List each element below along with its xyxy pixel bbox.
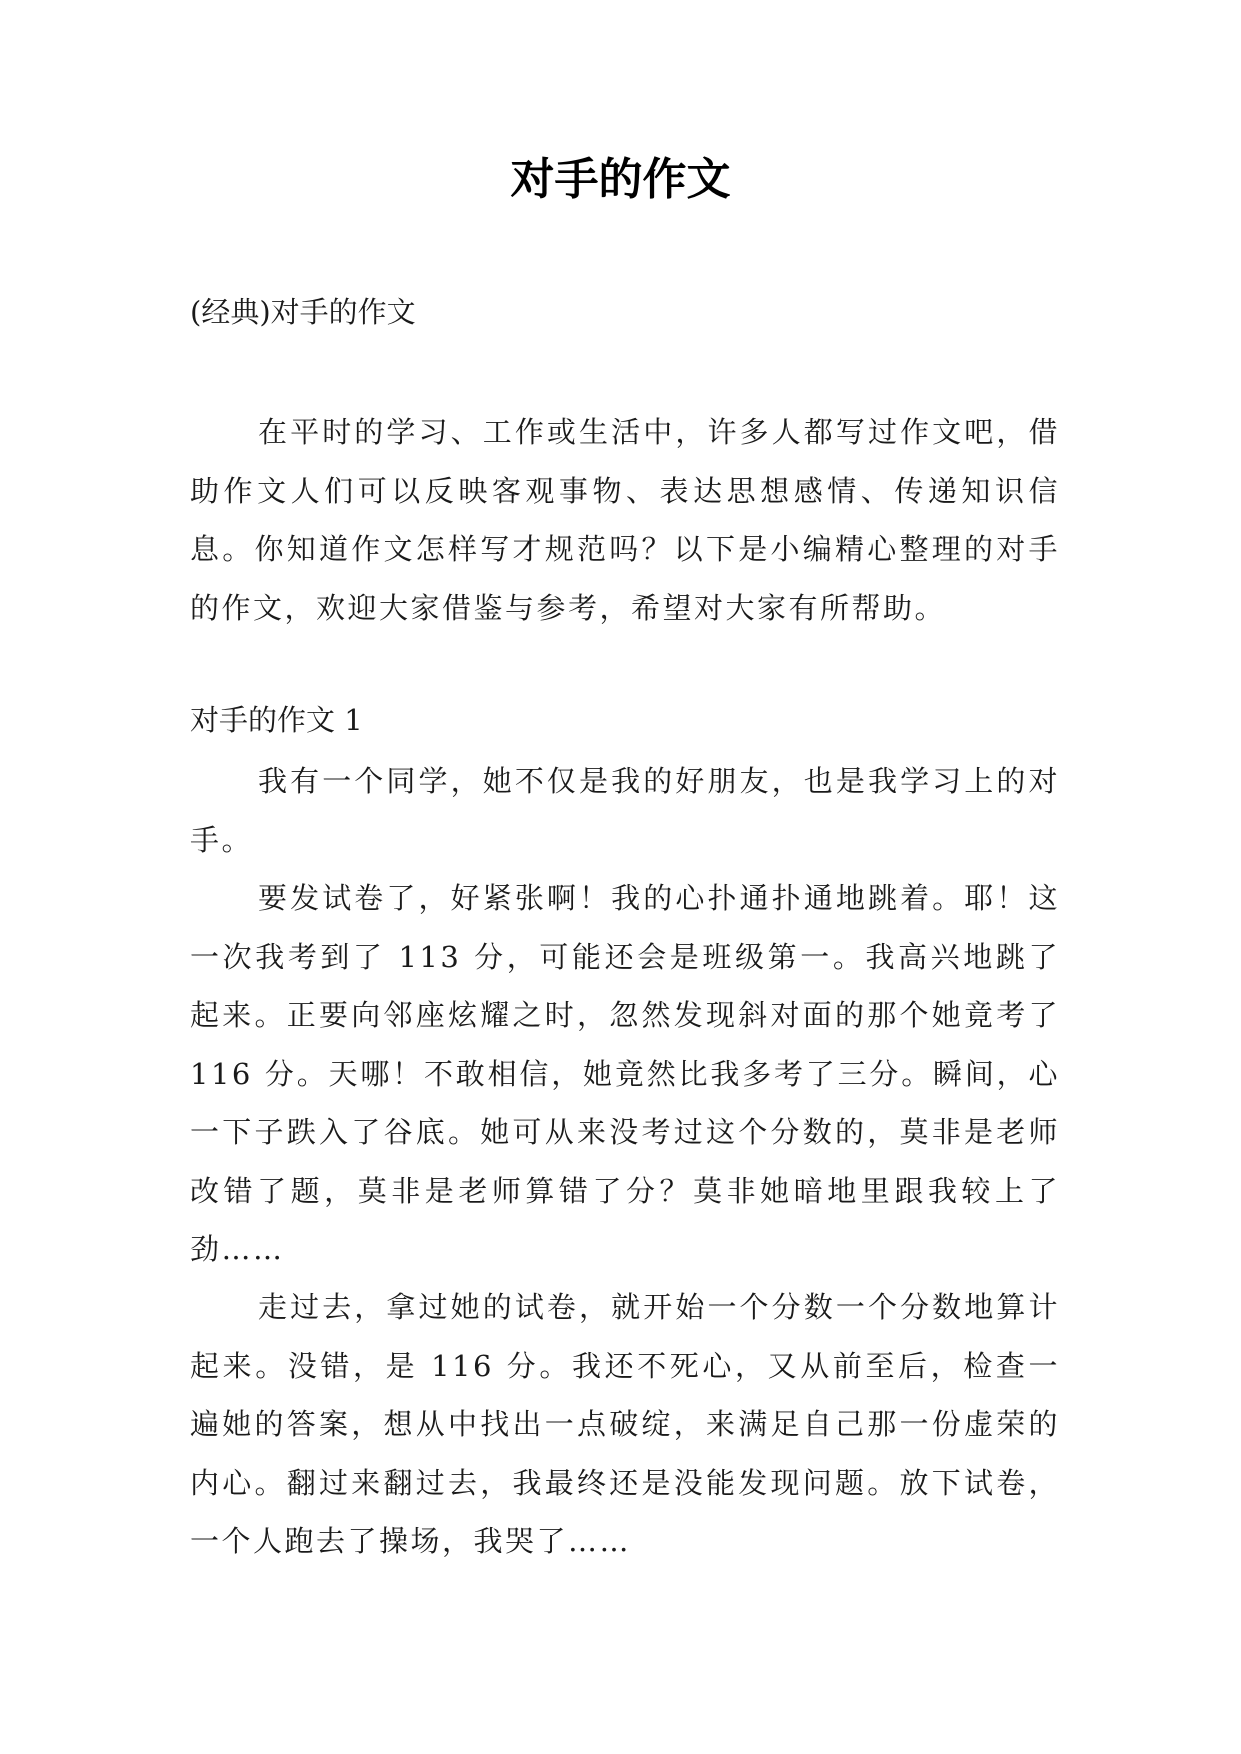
section-heading: 对手的作文 1 (190, 703, 363, 737)
document-subtitle: (经典)对手的作文 (190, 295, 416, 329)
document-title: 对手的作文 (510, 154, 731, 205)
intro-paragraph: 在平时的学习、工作或生活中，许多人都写过作文吧，借助作文人们可以反映客观事物、表达思想感情、传递知识信息。你知道作文怎样写才规范吗？以下是小编精心整理的对手的作文，欢迎大家借鉴与参考，希望对大家有所帮助。 (190, 415, 1060, 625)
body-paragraph: 走过去，拿过她的试卷，就开始一个分数一个分数地算计起来。没错，是 116 分。我还不死心，又从前至后，检查一遍她的答案，想从中找出一点破绽，来满足自己那一份虚荣的内心。翻过来翻过去，我最终还是没能发现问题。放下试卷，一个人跑去了操场，我哭了…… (190, 1290, 1060, 1558)
body-paragraph: 要发试卷了，好紧张啊！我的心扑通扑通地跳着。耶！这一次我考到了 113 分，可能还会是班级第一。我高兴地跳了起来。正要向邻座炫耀之时，忽然发现斜对面的那个她竟考了 116 分。天哪！不敢相信，她竟然比我多考了三分。瞬间，心一下子跌入了谷底。她可从来没考过这个分数的，莫非是老师改错了题，莫非是老师算错了分？莫非她暗地里跟我较上了劲…… (190, 881, 1060, 1266)
body-paragraph: 我有一个同学，她不仅是我的好朋友，也是我学习上的对手。 (190, 764, 1060, 857)
